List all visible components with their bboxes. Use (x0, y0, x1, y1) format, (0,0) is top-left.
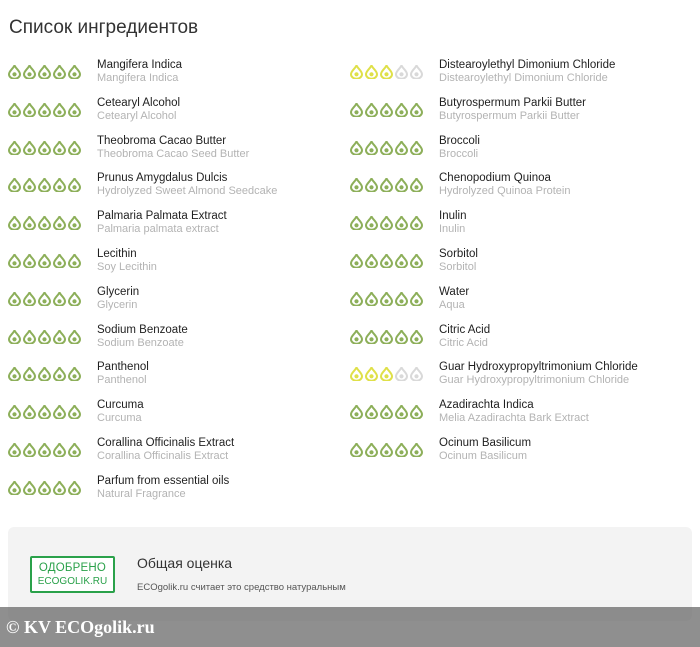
drop-icon-filled (365, 64, 378, 79)
rating-drops (350, 209, 439, 230)
rating-drops (8, 436, 97, 457)
drop-icon-filled (38, 480, 51, 495)
drop-icon-filled (68, 404, 81, 419)
rating-drops (8, 96, 97, 117)
drop-icon-filled (380, 253, 393, 268)
drop-icon-filled (395, 442, 408, 457)
rating-drops (350, 285, 439, 306)
drop-icon-filled (23, 215, 36, 230)
drop-icon-filled (350, 404, 363, 419)
drop-icon-filled (395, 291, 408, 306)
drop-icon-filled (365, 140, 378, 155)
drop-icon-filled (410, 329, 423, 344)
drop-icon-filled (350, 140, 363, 155)
ingredient-row[interactable] (350, 323, 690, 361)
drop-icon-filled (350, 291, 363, 306)
ingredient-row[interactable] (8, 134, 348, 172)
drop-icon-filled (53, 253, 66, 268)
drop-icon-filled (350, 366, 363, 381)
drop-icon-filled (53, 480, 66, 495)
drop-icon-filled (23, 329, 36, 344)
ingredient-inci: Butyrospermum Parkii Butter (439, 109, 580, 122)
drop-icon-filled (8, 102, 21, 117)
drop-icon-filled (23, 480, 36, 495)
drop-icon-filled (380, 366, 393, 381)
drop-icon-filled (38, 64, 51, 79)
drop-icon-filled (23, 177, 36, 192)
ingredient-row[interactable] (8, 58, 348, 96)
drop-icon-empty (410, 64, 423, 79)
drop-icon-filled (68, 480, 81, 495)
drop-icon-filled (8, 177, 21, 192)
drop-icon-filled (365, 177, 378, 192)
ingredient-name[interactable]: Mangifera Indica (97, 59, 183, 71)
ingredient-names (97, 285, 139, 312)
drop-icon-empty (410, 366, 423, 381)
ingredient-inci: Natural Fragrance (97, 487, 186, 500)
rating-drops (350, 247, 439, 268)
ingredient-inci: Cetearyl Alcohol (97, 109, 177, 122)
drop-icon-filled (380, 404, 393, 419)
ingredient-row[interactable] (8, 209, 348, 247)
ingredient-name[interactable]: Water (439, 285, 470, 298)
drop-icon-filled (8, 64, 21, 79)
drop-icon-filled (350, 64, 363, 79)
drop-icon-filled (350, 442, 363, 457)
ingredient-names (97, 436, 234, 463)
ingredient-names (97, 58, 182, 85)
ingredient-name[interactable]: Cetearyl Alcohol (97, 96, 181, 109)
overall-rating-title: Общая оценка (137, 555, 233, 571)
ingredient-names (97, 360, 149, 387)
drop-icon-filled (38, 215, 51, 230)
ingredient-names (97, 209, 227, 236)
ingredient-name[interactable]: Palmaria Palmata Extract (97, 210, 227, 223)
ingredient-row[interactable] (8, 323, 348, 361)
drop-icon-filled (68, 102, 81, 117)
drop-icon-filled (365, 291, 378, 306)
drop-icon-filled (38, 329, 51, 344)
drop-icon-filled (365, 404, 378, 419)
drop-icon-filled (395, 404, 408, 419)
rating-drops (8, 323, 97, 344)
rating-drops (8, 58, 97, 79)
rating-drops (8, 171, 97, 192)
drop-icon-filled (410, 404, 423, 419)
drop-icon-filled (410, 102, 423, 117)
drop-icon-filled (53, 291, 66, 306)
ingredient-inci: Mangifera Indica (97, 72, 179, 84)
ingredient-row[interactable] (8, 436, 348, 474)
ingredient-row[interactable] (350, 247, 690, 285)
ingredient-row[interactable] (350, 209, 690, 247)
ingredient-name[interactable]: Azadirachta Indica (439, 399, 534, 412)
drop-icon-filled (395, 329, 408, 344)
ingredient-names (439, 134, 480, 161)
ingredient-inci: Inulin (439, 223, 466, 236)
ingredient-names (97, 96, 180, 123)
ingredient-names (97, 474, 229, 501)
drop-icon-filled (23, 64, 36, 79)
badge-line2: ECOGOLIK.RU (37, 575, 108, 587)
ingredient-inci: Citric Acid (439, 336, 488, 349)
ingredient-name[interactable]: Butyrospermum Parkii Butter (439, 96, 586, 109)
ingredient-inci: Distearoylethyl Dimonium Chloride (439, 72, 608, 84)
drop-icon-filled (23, 102, 36, 117)
ingredient-names (439, 58, 615, 85)
drop-icon-filled (53, 177, 66, 192)
ingredient-name[interactable]: Sodium Benzoate (97, 323, 188, 336)
badge-line1: ОДОБРЕНО (38, 561, 107, 574)
ingredient-names (97, 323, 188, 350)
rating-drops (8, 134, 97, 155)
ingredient-name[interactable]: Corallina Officinalis Extract (97, 436, 235, 449)
ingredient-row[interactable] (8, 474, 348, 512)
rating-drops (350, 398, 439, 419)
ingredients-column-right (350, 58, 690, 474)
ingredient-row[interactable] (8, 360, 348, 398)
rating-drops (8, 247, 97, 268)
drop-icon-filled (23, 404, 36, 419)
ingredient-name[interactable]: Chenopodium Quinoa (439, 172, 551, 185)
drop-icon-filled (38, 253, 51, 268)
drop-icon-filled (68, 140, 81, 155)
ingredients-column-left (8, 58, 348, 512)
drop-icon-filled (38, 291, 51, 306)
ingredient-name[interactable]: Guar Hydroxypropyltrimonium Chloride (439, 361, 638, 374)
ingredient-row[interactable] (350, 398, 690, 436)
rating-drops (350, 134, 439, 155)
drop-icon-filled (410, 215, 423, 230)
ingredient-names (97, 247, 157, 274)
drop-icon-filled (365, 442, 378, 457)
ingredient-names (439, 247, 478, 274)
approved-badge (30, 556, 115, 593)
ingredient-name[interactable]: Glycerin (97, 285, 140, 298)
ingredient-inci: Hydrolyzed Sweet Almond Seedcake (97, 185, 278, 198)
drop-icon-filled (38, 140, 51, 155)
ingredient-name[interactable]: Citric Acid (439, 323, 491, 336)
ingredient-names (439, 398, 589, 425)
ingredient-inci: Palmaria palmata extract (97, 223, 219, 236)
drop-icon-filled (68, 253, 81, 268)
drop-icon-filled (53, 64, 66, 79)
watermark: © KV ECOgolik.ru (0, 607, 700, 647)
drop-icon-filled (23, 253, 36, 268)
rating-drops (8, 285, 97, 306)
drop-icon-filled (350, 177, 363, 192)
drop-icon-filled (8, 253, 21, 268)
ingredient-inci: Sodium Benzoate (97, 336, 184, 349)
drop-icon-filled (410, 140, 423, 155)
drop-icon-filled (8, 215, 21, 230)
ingredient-row[interactable] (350, 134, 690, 172)
rating-drops (350, 96, 439, 117)
drop-icon-filled (8, 291, 21, 306)
ingredient-inci: Broccoli (439, 147, 479, 160)
drop-icon-filled (8, 404, 21, 419)
drop-icon-filled (8, 140, 21, 155)
drop-icon-filled (350, 329, 363, 344)
ingredient-inci: Curcuma (97, 412, 142, 425)
ingredient-row[interactable] (8, 247, 348, 285)
ingredient-names (97, 134, 249, 161)
drop-icon-filled (38, 177, 51, 192)
rating-drops (8, 474, 97, 495)
ingredient-names (439, 171, 570, 198)
drop-icon-filled (395, 215, 408, 230)
drop-icon-filled (68, 291, 81, 306)
ingredient-inci: Hydrolyzed Quinoa Protein (439, 185, 571, 198)
ingredient-name[interactable]: Sorbitol (439, 247, 478, 260)
rating-drops (8, 398, 97, 419)
ingredient-row[interactable] (8, 285, 348, 323)
ingredient-inci: Glycerin (97, 298, 138, 311)
drop-icon-filled (38, 366, 51, 381)
ingredient-inci: Aqua (439, 298, 465, 311)
ingredient-names (439, 209, 467, 236)
drop-icon-filled (53, 329, 66, 344)
ingredient-inci: Panthenol (97, 374, 147, 387)
drop-icon-filled (38, 404, 51, 419)
drop-icon-filled (68, 177, 81, 192)
drop-icon-filled (38, 102, 51, 117)
drop-icon-filled (68, 64, 81, 79)
drop-icon-filled (380, 140, 393, 155)
ingredient-name[interactable]: Prunus Amygdalus Dulcis (97, 172, 228, 185)
drop-icon-filled (395, 140, 408, 155)
ingredient-inci: Ocinum Basilicum (439, 449, 528, 462)
ingredient-inci: Theobroma Cacao Seed Butter (97, 147, 250, 160)
drop-icon-empty (395, 366, 408, 381)
ingredient-inci: Melia Azadirachta Bark Extract (439, 412, 589, 425)
rating-drops (350, 58, 439, 79)
ingredient-inci: Sorbitol (439, 260, 477, 273)
ingredient-row[interactable] (350, 96, 690, 134)
drop-icon-filled (68, 329, 81, 344)
drop-icon-filled (53, 215, 66, 230)
drop-icon-filled (350, 102, 363, 117)
ingredient-name[interactable]: Broccoli (439, 134, 480, 147)
drop-icon-filled (23, 442, 36, 457)
drop-icon-filled (23, 291, 36, 306)
drop-icon-filled (68, 442, 81, 457)
ingredient-names (439, 360, 638, 387)
ingredient-name[interactable]: Distearoylethyl Dimonium Chloride (439, 59, 616, 71)
rating-drops (350, 360, 439, 381)
ingredient-names (439, 436, 531, 463)
drop-icon-filled (53, 442, 66, 457)
rating-drops (8, 360, 97, 381)
ingredient-names (439, 285, 469, 312)
ingredient-name[interactable]: Curcuma (97, 399, 144, 412)
drop-icon-filled (410, 442, 423, 457)
drop-icon-filled (8, 442, 21, 457)
drop-icon-filled (365, 253, 378, 268)
ingredient-names (97, 171, 277, 198)
ingredient-name[interactable]: Panthenol (97, 361, 149, 374)
rating-drops (8, 209, 97, 230)
ingredient-name[interactable]: Inulin (439, 210, 467, 223)
drop-icon-filled (380, 291, 393, 306)
ingredient-row[interactable] (350, 436, 690, 474)
drop-icon-filled (380, 215, 393, 230)
drop-icon-filled (410, 253, 423, 268)
drop-icon-filled (380, 442, 393, 457)
ingredient-name[interactable]: Ocinum Basilicum (439, 436, 532, 449)
drop-icon-filled (380, 102, 393, 117)
ingredient-row[interactable] (8, 398, 348, 436)
ingredient-names (97, 398, 144, 425)
ingredient-name[interactable]: Theobroma Cacao Butter (97, 134, 227, 147)
ingredient-row[interactable] (350, 360, 690, 398)
ingredient-names (439, 96, 586, 123)
drop-icon-filled (395, 177, 408, 192)
drop-icon-filled (53, 140, 66, 155)
drop-icon-filled (53, 102, 66, 117)
drop-icon-filled (365, 329, 378, 344)
drop-icon-filled (380, 177, 393, 192)
drop-icon-filled (38, 442, 51, 457)
drop-icon-empty (395, 64, 408, 79)
rating-drops (350, 171, 439, 192)
ingredient-name[interactable]: Lecithin (97, 247, 137, 260)
drop-icon-filled (395, 102, 408, 117)
drop-icon-filled (410, 177, 423, 192)
drop-icon-filled (350, 215, 363, 230)
ingredient-names (439, 323, 490, 350)
drop-icon-filled (8, 366, 21, 381)
drop-icon-filled (365, 215, 378, 230)
drop-icon-filled (23, 140, 36, 155)
rating-drops (350, 323, 439, 344)
ingredient-row[interactable] (350, 285, 690, 323)
ingredient-row[interactable] (350, 58, 690, 96)
drop-icon-filled (395, 253, 408, 268)
ingredient-inci: Soy Lecithin (97, 260, 157, 273)
ingredient-row[interactable] (350, 171, 690, 209)
ingredient-row[interactable] (8, 171, 348, 209)
rating-drops (350, 436, 439, 457)
drop-icon-filled (380, 329, 393, 344)
drop-icon-filled (53, 404, 66, 419)
drop-icon-filled (380, 64, 393, 79)
drop-icon-filled (68, 366, 81, 381)
drop-icon-filled (410, 291, 423, 306)
page-title: Список ингредиентов (9, 17, 199, 38)
ingredient-inci: Corallina Officinalis Extract (97, 449, 229, 462)
drop-icon-filled (8, 480, 21, 495)
drop-icon-filled (23, 366, 36, 381)
ingredient-row[interactable] (8, 96, 348, 134)
ingredient-name[interactable]: Parfum from essential oils (97, 474, 230, 487)
drop-icon-filled (68, 215, 81, 230)
overall-rating-text: ECOgolik.ru считает это средство натуральным (137, 582, 346, 593)
drop-icon-filled (8, 329, 21, 344)
drop-icon-filled (53, 366, 66, 381)
drop-icon-filled (350, 253, 363, 268)
ingredient-inci: Guar Hydroxypropyltrimonium Chloride (439, 374, 630, 387)
drop-icon-filled (365, 366, 378, 381)
drop-icon-filled (365, 102, 378, 117)
